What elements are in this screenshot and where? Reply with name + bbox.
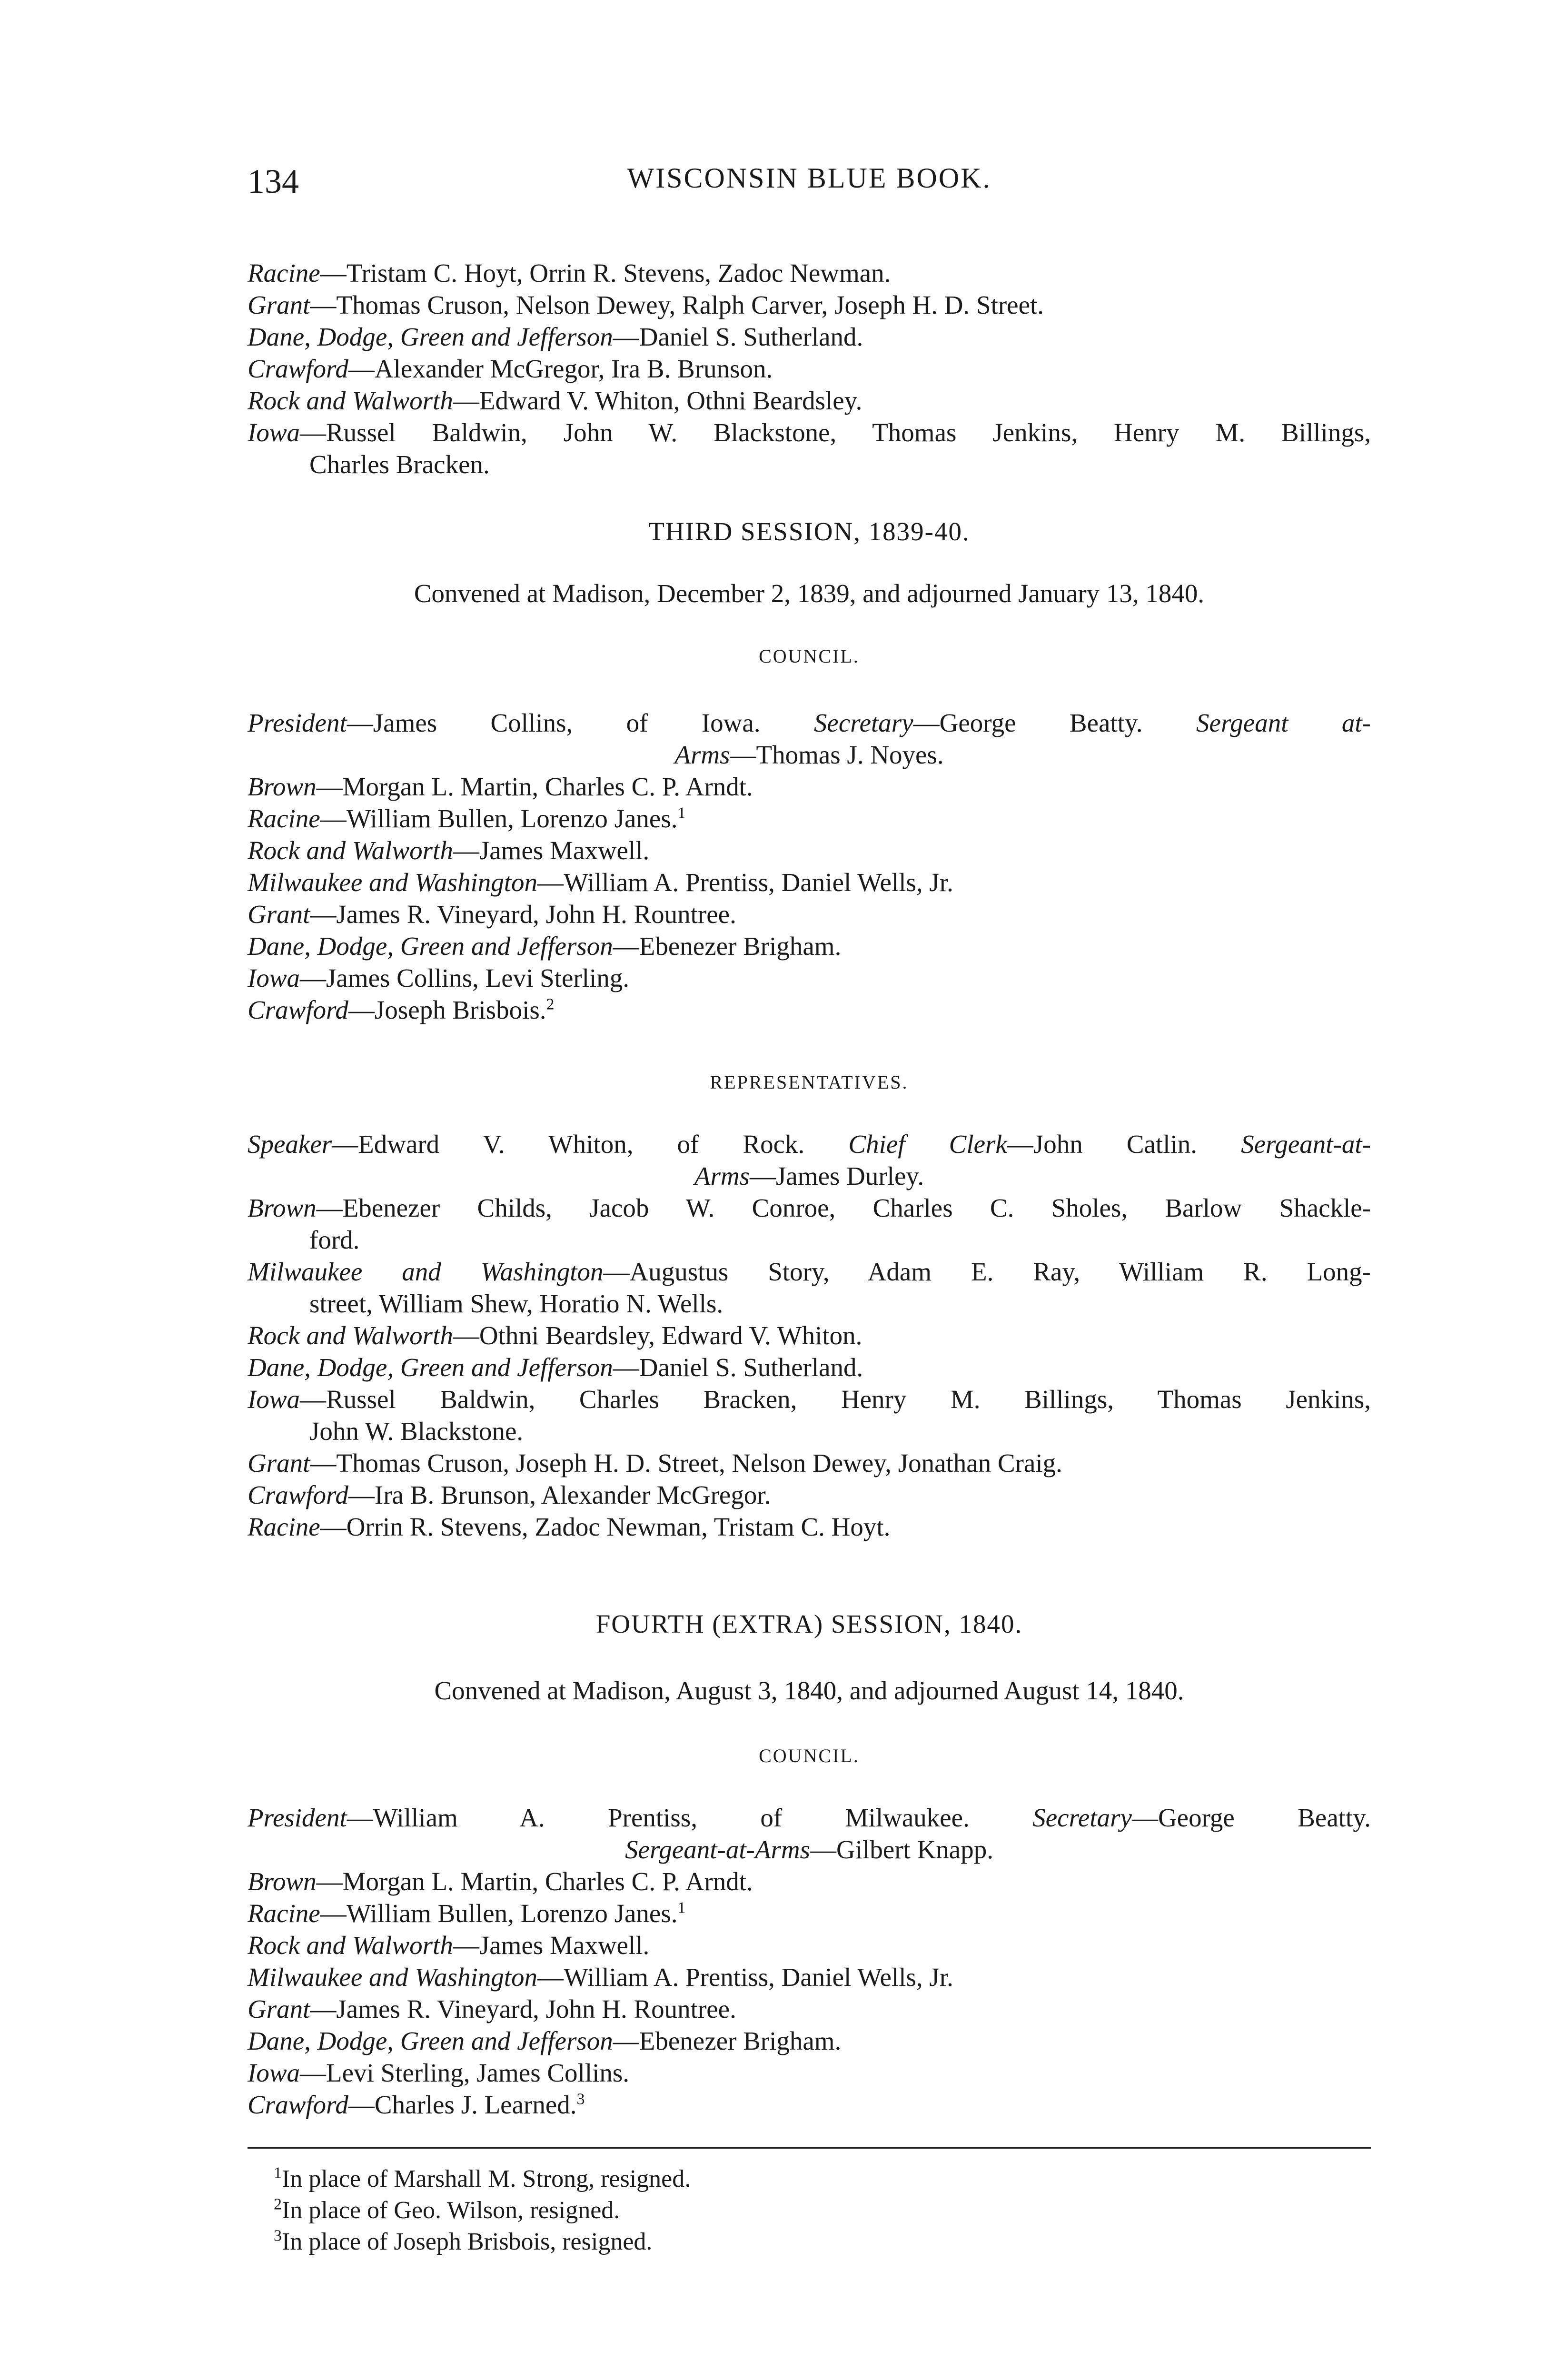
entry-line: Dane, Dodge, Green and Jefferson—Ebenezer Brigham. [248,2026,842,2055]
entry-line: Dane, Dodge, Green and Jefferson—Daniel S. Sutherland. [248,1353,863,1382]
entry-line: Iowa—Russel Baldwin, Charles Bracken, Henry M. Billings, Thomas Jenkins, [248,1385,1371,1414]
session-title: FOURTH (EXTRA) SESSION, 1840. [595,1609,1023,1638]
officers-line: President—James Collins, of Iowa. Secretary—George Beatty. Sergeant at- [248,708,1371,737]
entry-line: Dane, Dodge, Green and Jefferson—Ebenezer Brigham. [248,932,842,961]
page-number: 134 [248,162,299,200]
entry-continuation: ford. [309,1225,360,1254]
entry-line: Racine—William Bullen, Lorenzo Janes.$^1$ [248,804,686,833]
entry-line: Milwaukee and Washington—William A. Prentiss, Daniel Wells, Jr. [248,868,953,897]
entry-line: Rock and Walworth—Othni Beardsley, Edward V. Whiton. [248,1321,862,1350]
entry-line: Crawford—Ira B. Brunson, Alexander McGregor. [248,1480,771,1509]
entry-line: Rock and Walworth—James Maxwell. [248,836,650,865]
entry-line: Iowa—James Collins, Levi Sterling. [248,963,630,992]
footnote-ref: 2 [546,995,555,1013]
officers-line: Arms—James Durley. [694,1161,924,1190]
entry-line: Racine—William Bullen, Lorenzo Janes.$^1$ [248,1899,686,1928]
footnote-ref: 3 [576,2090,585,2108]
footnote-ref: 1 [677,1899,686,1917]
entry-line: Brown—Morgan L. Martin, Charles C. P. Arndt. [248,1867,753,1896]
footnote: $^2$In place of Geo. Wilson, resigned. [274,2195,620,2224]
entry-line: Brown—Morgan L. Martin, Charles C. P. Arndt. [248,772,753,801]
entry-line: Rock and Walworth—Edward V. Whiton, Othni Beardsley. [248,386,862,415]
officers-line: Speaker—Edward V. Whiton, of Rock. Chief Clerk—John Catlin. Sergeant-at- [248,1130,1371,1159]
running-head: WISCONSIN BLUE BOOK. [627,162,991,194]
entry-line: Crawford—Joseph Brisbois.$^2$ [248,995,555,1024]
officers-line: President—William A. Prentiss, of Milwaukee. Secretary—George Beatty. [248,1803,1371,1832]
entry-line: Racine—Orrin R. Stevens, Zadoc Newman, Tristam C. Hoyt. [248,1512,891,1541]
entry-line: Rock and Walworth—James Maxwell. [248,1931,650,1960]
entry-line: Grant—James R. Vineyard, John H. Rountree. [248,900,736,929]
entry-line: Iowa—Levi Sterling, James Collins. [248,2058,630,2087]
footnote: $^1$In place of Marshall M. Strong, resigned. [274,2164,691,2192]
footnotes [274,2163,691,2258]
footnote: $^3$In place of Joseph Brisbois, resigned. [274,2227,653,2255]
fourth-council-list [248,1802,1371,2121]
entry-line: Milwaukee and Washington—Augustus Story, Adam E. Ray, William R. Long- [248,1257,1371,1286]
third-representatives-list [248,1128,1371,1543]
convened-line: Convened at Madison, August 3, 1840, and adjourned August 14, 1840. [434,1676,1184,1705]
section-heading: REPRESENTATIVES. [710,1071,909,1093]
session-title: THIRD SESSION, 1839-40. [648,517,970,546]
officers-line: Arms—Thomas J. Noyes. [674,740,944,769]
entry-line: Brown—Ebenezer Childs, Jacob W. Conroe, Charles C. Sholes, Barlow Shackle- [248,1193,1371,1222]
entry-continuation: Charles Bracken. [309,450,490,479]
entry-continuation: street, William Shew, Horatio N. Wells. [309,1289,723,1318]
entry-line: Racine—Tristam C. Hoyt, Orrin R. Stevens, Zadoc Newman. [248,258,891,288]
entry-line: Iowa—Russel Baldwin, John W. Blackstone, Thomas Jenkins, Henry M. Billings, [248,418,1371,447]
page-header [248,162,1371,214]
section-heading: COUNCIL. [759,645,860,667]
footnote-rule [248,2147,1371,2149]
entry-continuation: John W. Blackstone. [309,1417,524,1446]
entry-line: Milwaukee and Washington—William A. Prentiss, Daniel Wells, Jr. [248,1963,953,1992]
entry-line: Dane, Dodge, Green and Jefferson—Daniel S. Sutherland. [248,322,863,351]
section-heading: COUNCIL. [759,1745,860,1766]
top-entries [248,257,1371,480]
entry-line: Crawford—Alexander McGregor, Ira B. Brunson. [248,354,773,383]
third-council-list [248,707,1371,1026]
entry-line: Crawford—Charles J. Learned.$^3$ [248,2090,585,2119]
footnote-ref: 1 [677,804,686,822]
entry-line: Grant—Thomas Cruson, Nelson Dewey, Ralph Carver, Joseph H. D. Street. [248,290,1044,319]
convened-line: Convened at Madison, December 2, 1839, and adjourned January 13, 1840. [414,579,1205,608]
entry-line: Grant—Thomas Cruson, Joseph H. D. Street, Nelson Dewey, Jonathan Craig. [248,1448,1062,1478]
officers-line: Sergeant-at-Arms—Gilbert Knapp. [625,1835,993,1864]
entry-line: Grant—James R. Vineyard, John H. Rountree. [248,1994,736,2023]
